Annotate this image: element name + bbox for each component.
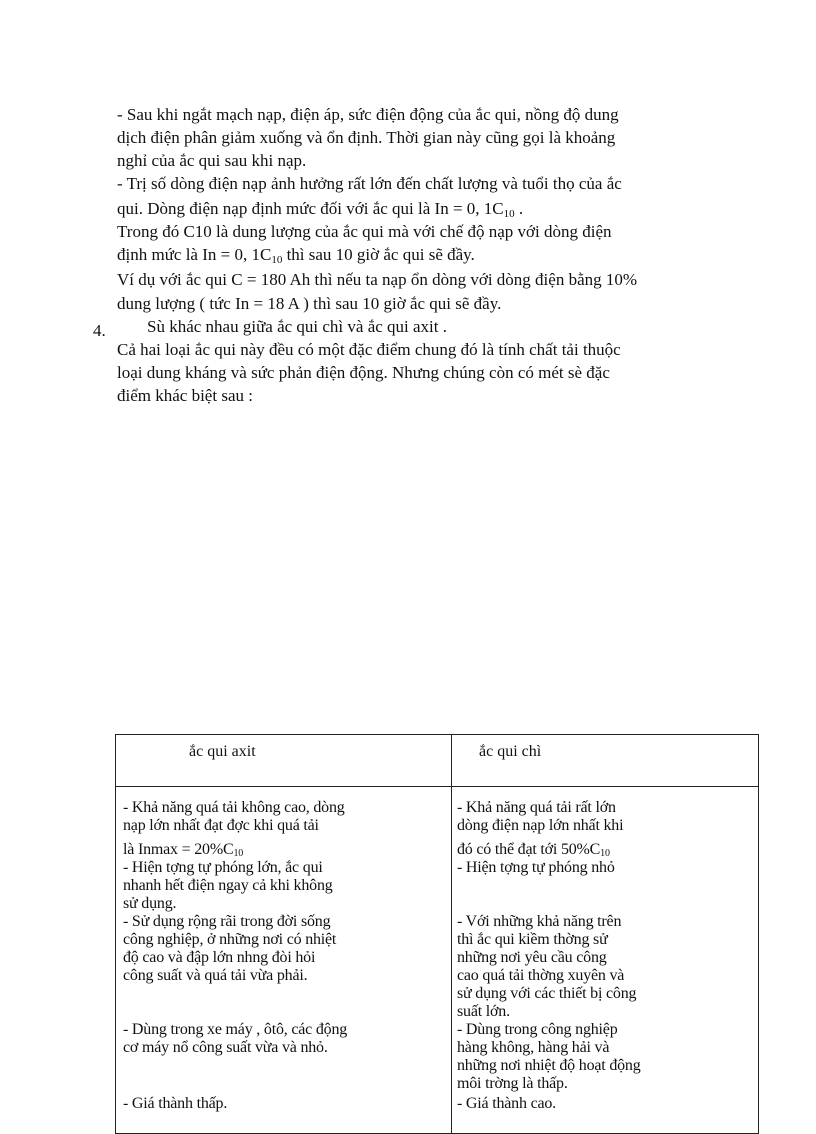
cell-line: - Hiện tợng tự phóng lớn, ắc qui	[123, 859, 323, 876]
text-segment: là Inmax = 20%C	[123, 841, 234, 858]
paragraph-line: Cả hai loại ắc qui này đều có một đặc điểm chung đó là tính chất tải thuộc	[117, 340, 621, 359]
cell-line: nạp lớn nhất đạt đợc khi quá tải	[123, 817, 319, 834]
paragraph-line	[117, 245, 475, 265]
section-number: 4.	[93, 321, 106, 340]
cell-line: - Dùng trong xe máy , ôtô, các động	[123, 1021, 348, 1038]
cell-line: những nơi nhiệt độ hoạt động	[457, 1057, 641, 1074]
column-header-chi: ắc qui chì	[479, 743, 542, 760]
subscript: 10	[271, 254, 283, 266]
text-segment: định mức là In = 0, 1C	[117, 245, 272, 264]
column-divider	[451, 735, 452, 1133]
section-heading: Sù khác nhau giữa ắc qui chì và ắc qui axit .	[147, 317, 448, 336]
paragraph-line: dung lượng ( tức In = 18 A ) thì sau 10 giờ ắc qui sẽ đầy.	[117, 294, 502, 313]
cell-line	[457, 841, 610, 859]
paragraph-line: - Trị số dòng điện nạp ảnh hưởng rất lớn đến chất lượng và tuổi thọ của ắc	[117, 174, 622, 193]
paragraph-line	[117, 199, 523, 219]
subscript: 10	[233, 848, 244, 859]
paragraph-line: - Sau khi ngắt mạch nạp, điện áp, sức điện động của ắc qui, nồng độ dung	[117, 105, 619, 124]
cell-line: độ cao và đập lớn nhng đòi hỏi	[123, 949, 316, 966]
cell-line: - Khả năng quá tải không cao, dòng	[123, 799, 345, 816]
text-segment: đó có thể đạt tới 50%C	[457, 841, 601, 858]
paragraph-line: Ví dụ với ắc qui C = 180 Ah thì nếu ta nạp ổn dòng với dòng điện bằng 10%	[117, 270, 638, 289]
cell-line: suất lớn.	[457, 1003, 510, 1020]
cell-line: công suất và quá tải vừa phải.	[123, 967, 308, 984]
text-segment: qui. Dòng điện nạp định mức đối với ắc qui là In = 0, 1C	[117, 199, 504, 218]
cell-line: - Khả năng quá tải rất lớn	[457, 799, 616, 816]
cell-line: - Sử dụng rộng rãi trong đời sống	[123, 913, 331, 930]
text-segment: thì sau 10 giờ ắc qui sẽ đầy.	[282, 245, 475, 264]
paragraph-line: dịch điện phân giảm xuống và ổn định. Thời gian này cũng gọi là khoảng	[117, 128, 616, 147]
comparison-table	[115, 734, 759, 1134]
cell-line: nhanh hết điện ngay cả khi không	[123, 877, 333, 894]
subscript: 10	[600, 848, 610, 859]
paragraph-line: nghỉ của ắc qui sau khi nạp.	[117, 151, 307, 170]
cell-line: - Giá thành thấp.	[123, 1095, 228, 1112]
header-divider	[116, 786, 758, 787]
cell-line	[123, 841, 243, 859]
cell-line: môi trờng là thấp.	[457, 1075, 568, 1092]
cell-line: sử dụng với các thiết bị công	[457, 985, 637, 1002]
column-header-axit: ắc qui axit	[189, 743, 256, 760]
cell-line: những nơi yêu cầu công	[457, 949, 607, 966]
cell-line: công nghiệp, ở những nơi có nhiệt	[123, 931, 337, 948]
paragraph-line: Trong đó C10 là dung lượng của ắc qui mà với chế độ nạp với dòng điện	[117, 222, 612, 241]
paragraph-line: điểm khác biệt sau :	[117, 386, 253, 405]
cell-line: cơ máy nổ công suất vừa và nhỏ.	[123, 1039, 328, 1056]
cell-line: - Dùng trong công nghiệp	[457, 1021, 618, 1038]
text-segment: .	[514, 199, 524, 218]
cell-line: thì ắc qui kiềm thờng sử	[457, 931, 608, 948]
cell-line: sử dụng.	[123, 895, 177, 912]
subscript: 10	[503, 208, 515, 220]
cell-line: - Hiện tợng tự phóng nhỏ	[457, 859, 615, 876]
paragraph-line: loại dung kháng và sức phản điện động. Nhưng chúng còn có mét sè đặc	[117, 363, 610, 382]
cell-line: dòng điện nạp lớn nhất khi	[457, 817, 624, 834]
cell-line: hàng không, hàng hải và	[457, 1039, 610, 1056]
cell-line: cao quá tải thờng xuyên và	[457, 967, 625, 984]
cell-line: - Giá thành cao.	[457, 1095, 556, 1112]
cell-line: - Với những khả năng trên	[457, 913, 622, 930]
